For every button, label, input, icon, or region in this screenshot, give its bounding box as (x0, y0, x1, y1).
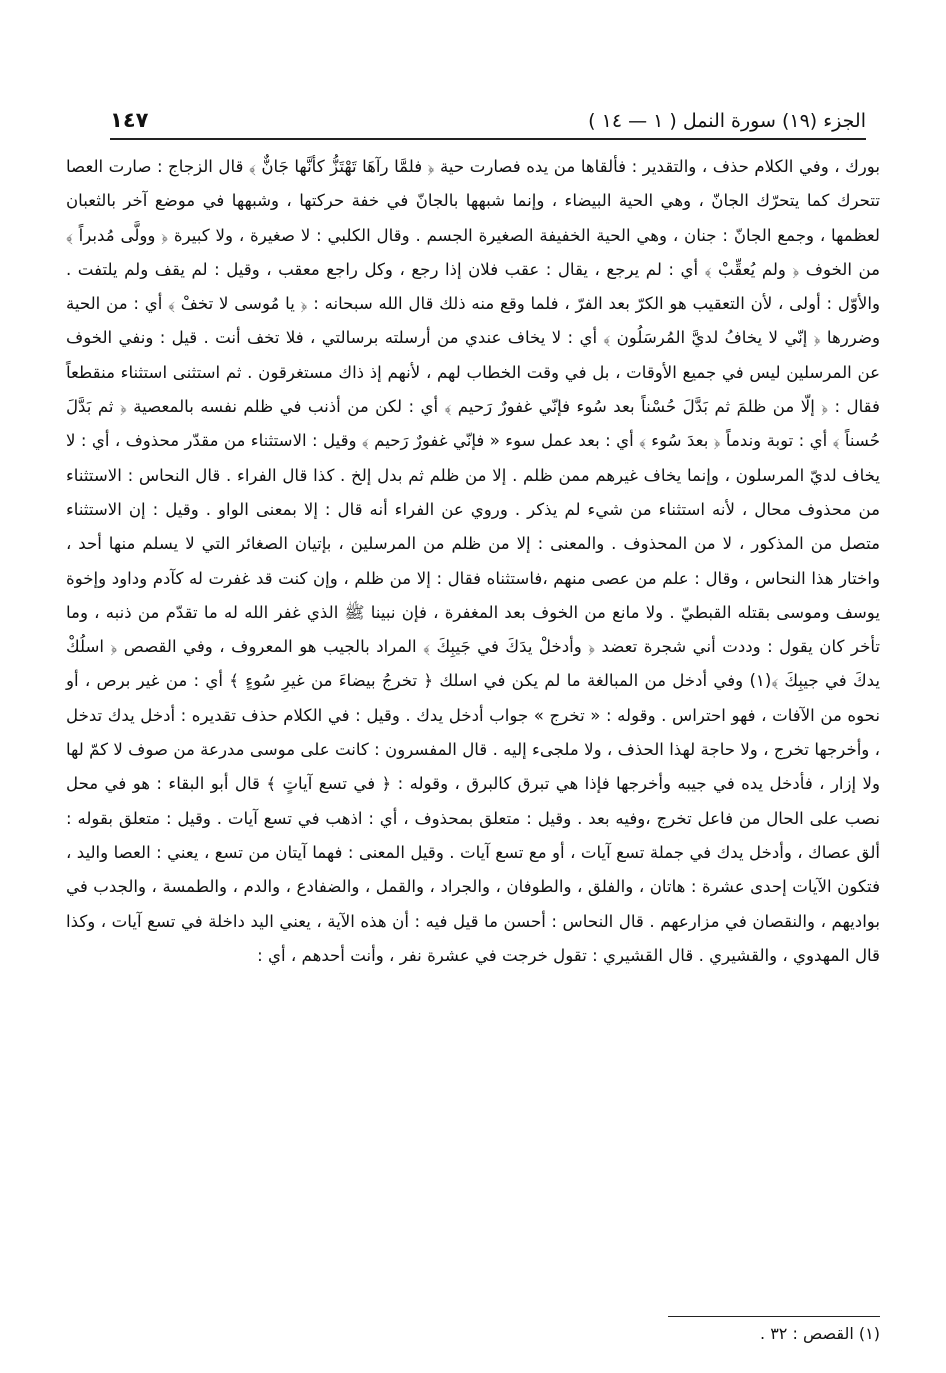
page-header (110, 98, 866, 140)
footnote: (١) القصص : ٣٢ . (760, 1324, 880, 1343)
body-paragraph: بورك ، وفي الكلام حذف ، والتقدير : فألقاها من يده فصارت حية ﴿ فلمَّا رآهَا تَهْتَزُّ كأنَّها جَانٌّ ﴾ قال الزجاج : صارت العصا تتحرك كما يتحرّك الجانّ ، وهي الحية البيضاء ، وإنما شبهها بالجانّ في خفة حركتها ، وشبهها في موضع آخر بالثعبان لعظمها ، وجمع الجانّ : جنان ، وهي الحية الخفيفة الصغيرة الجسم . وقال الكلبي : لا صغيرة ، ولا كبيرة ﴿ وولَّى مُدبراً ﴾ من الخوف ﴿ ولم يُعقِّبْ ﴾ أي : لم يرجع ، يقال : عقب فلان إذا رجع ، وكل راجع معقب ، وقيل : لم يقف ولم يلتفت . والأوّل : أولى ، لأن التعقيب هو الكرّ بعد الفرّ ، فلما وقع منه ذلك قال الله سبحانه : ﴿ يا مُوسى لا تخفْ ﴾ أي : من الحية وضررها ﴿ إنّي لا يخافُ لديَّ المُرسَلُون ﴾ أي : لا يخاف عندي من أرسلته برسالتي ، فلا تخف أنت . قيل : ونفي الخوف عن المرسلين ليس في جميع الأوقات ، بل في وقت الخطاب لهم ، لأنهم إذ ذاك مستغرقون . ثم استثنى استثناء منقطعاً فقال : ﴿ إلّا من ظلمَ ثم بَدَّلَ حُسْناً بعد سُوء فإنّي غفورٌ رَحيم ﴾ أي : لكن من أذنب في ظلم نفسه بالمعصية ﴿ ثم بَدَّلَ حُسناً ﴾ أي : توبة وندماً ﴿ بعدَ سُوء ﴾ أي : بعد عمل سوء « فإنّي غفورٌ رَحيم ﴾ وقيل : الاستثناء من مقدّر محذوف ، أي : لا يخاف لديّ المرسلون ، وإنما يخاف غيرهم ممن ظلم . إلا من ظلم ثم بدل إلخ . كذا قال الفراء . قال النحاس : الاستثناء من محذوف محال ، لأنه استثناء من شيء لم يذكر . وروي عن الفراء أنه قال : إلا بمعنى الواو . وقيل : إن الاستثناء متصل من المذكور ، لا من المحذوف . والمعنى : إلا من ظلم من المرسلين ، بإتيان الصغائر التي لا يسلم منها أحد ، واختار هذا النحاس ، وقال : علم من عصى منهم ،فاستثناه فقال : إلا من ظلم ، وإن كنت قد غفرت له كآدم وداود وإخوة يوسف وموسى بقتله القبطيّ . ولا مانع من الخوف بعد المغفرة ، فإن نبينا ﷺ الذي غفر الله له ما تقدّم من ذنبه ، وما تأخر كان يقول : وددت أني شجرة تعضد ﴿ وأدخلْ يدَكَ في جَيبِكَ ﴾ المراد بالجيب هو المعروف ، وفي القصص ﴿ اسلُكْ يدكَ في جيبِكَ ﴾(١) وفي أدخل من المبالغة ما لم يكن في اسلك ﴿ تخرجُ بيضاءَ من غيرِ سُوءٍ ﴾ أي : من غير برص ، أو نحوه من الآفات ، فهو احتراس . وقوله : « تخرج » جواب أدخل يدك . وقيل : في الكلام حذف تقديره : أدخل يدك تدخل ، وأخرجها تخرج ، ولا حاجة لهذا الحذف ، ولا ملجىء إليه . قال المفسرون : كانت على موسى مدرعة من صوف لا كمّ لها ولا إزار ، فأدخل يده في جيبه وأخرجها فإذا هي تبرق كالبرق ، وقوله : ﴿ في تسع آياتٍ ﴾ قال أبو البقاء : هو في محل نصب على الحال من فاعل تخرج ،وفيه بعد . وقيل : متعلق بمحذوف ، أي : اذهب في تسع آيات . وقيل : متعلق بقوله : ألق عصاك ، وأدخل يدك في جملة تسع آيات ، أو مع تسع آيات . وقيل المعنى : فهما آيتان من تسع ، يعني : العصا واليد ، فتكون الآيات إحدى عشرة : هاتان ، والفلق ، والطوفان ، والجراد ، والقمل ، والضفادع ، والدم ، والطمسة ، والجدب في بواديهم ، والنقصان في مزارعهم . قال النحاس : أحسن ما قيل فيه : أن هذه الآية ، يعني اليد داخلة في تسع آيات ، وكذا قال المهدوي ، والقشيري . قال القشيري : تقول خرجت في عشرة نفر ، وأنت أحدهم ، أي : (66, 157, 880, 965)
page-number: ١٤٧ (110, 108, 149, 132)
body-text (66, 150, 880, 973)
running-title: الجزء (١٩) سورة النمل ( ١ — ١٤ ) (588, 110, 866, 132)
footnote-divider (668, 1316, 880, 1317)
